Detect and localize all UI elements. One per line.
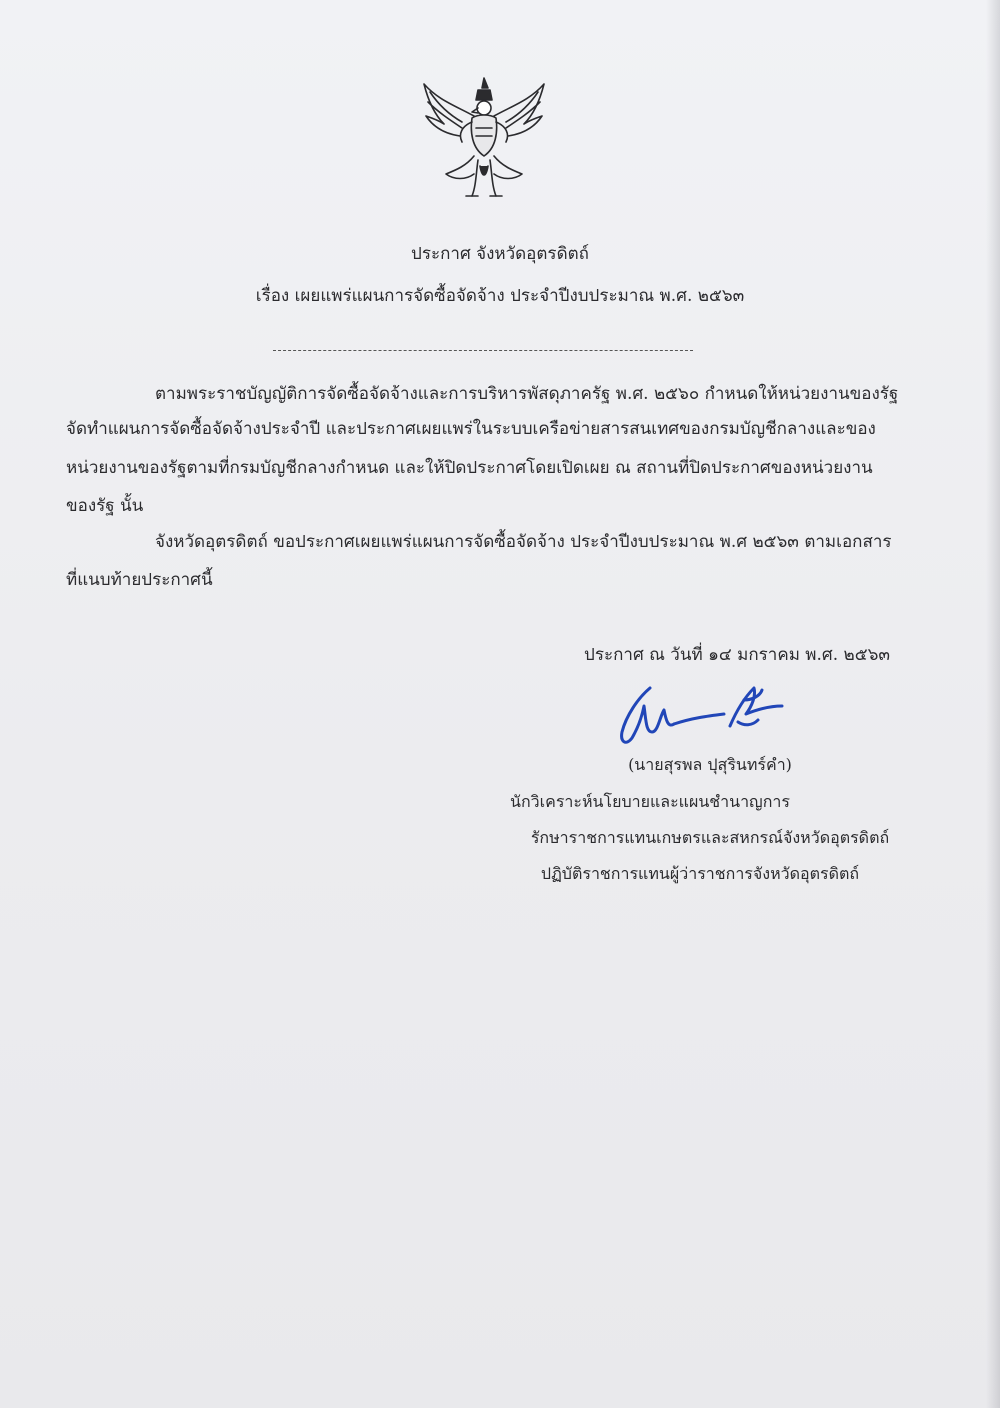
announcement-subject: เรื่อง เผยแพร่แผนการจัดซื้อจัดจ้าง ประจำปีงบประมาณ พ.ศ. ๒๕๖๓ <box>255 286 745 306</box>
body-line: ของรัฐ นั้น <box>66 496 144 516</box>
handwritten-signature-icon <box>612 676 792 756</box>
body-line: หน่วยงานของรัฐตามที่กรมบัญชีกลางกำหนด และให้ปิดประกาศโดยเปิดเผย ณ สถานที่ปิดประกาศของหน่วยงาน <box>66 458 873 478</box>
body-line: จัดทำแผนการจัดซื้อจัดจ้างประจำปี และประกาศเผยแพร่ในระบบเครือข่ายสารสนเทศของกรมบัญชีกลางและของ <box>66 419 876 439</box>
body-line: จังหวัดอุตรดิตถ์ ขอประกาศเผยแพร่แผนการจัดซื้อจัดจ้าง ประจำปีงบประมาณ พ.ศ ๒๕๖๓ ตามเอกสาร <box>155 532 892 552</box>
signer-acting-governor: ปฏิบัติราชการแทนผู้ว่าราชการจังหวัดอุตรดิตถ์ <box>540 864 860 883</box>
signer-position: นักวิเคราะห์นโยบายและแผนชำนาญการ <box>510 792 790 811</box>
signer-name: (นายสุรพล ปุสุรินทร์คำ) <box>628 755 792 774</box>
page-edge-shadow <box>986 0 1000 1408</box>
announcement-title: ประกาศ จังหวัดอุตรดิตถ์ <box>411 244 589 264</box>
announcement-date: ประกาศ ณ วันที่ ๑๔ มกราคม พ.ศ. ๒๕๖๓ <box>584 645 890 665</box>
garuda-emblem-icon <box>416 70 552 206</box>
signer-acting-agriculture: รักษาราชการแทนเกษตรและสหกรณ์จังหวัดอุตรดิตถ์ <box>530 828 890 847</box>
body-line: ที่แนบท้ายประกาศนี้ <box>66 570 213 590</box>
dashed-divider <box>273 350 693 351</box>
body-line: ตามพระราชบัญญัติการจัดซื้อจัดจ้างและการบริหารพัสดุภาครัฐ พ.ศ. ๒๕๖๐ กำหนดให้หน่วยงานของรัฐ <box>155 384 899 404</box>
